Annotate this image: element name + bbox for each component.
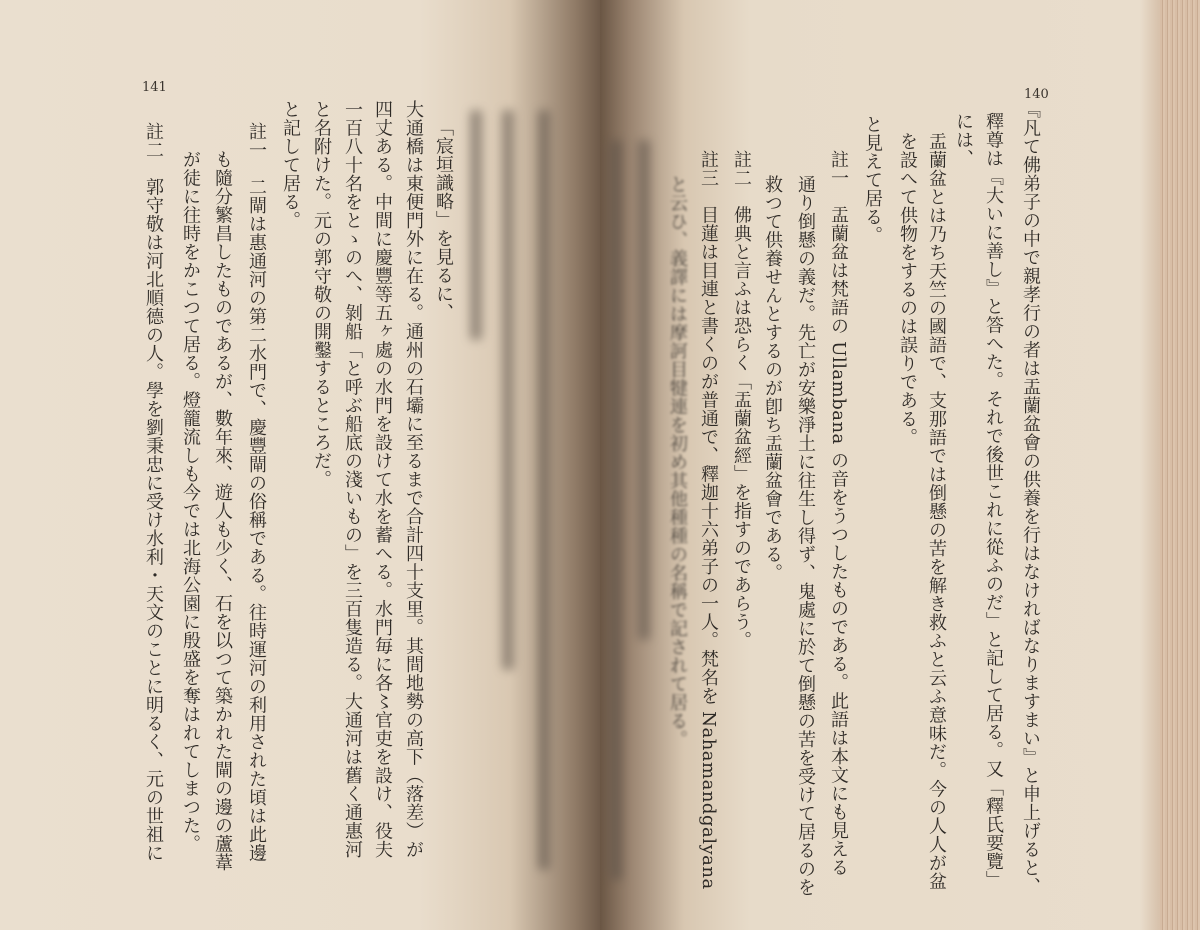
text-column: 一百八十名をとゝのへ、剝船「と呼ぶ船底の淺いもの」を三百隻造る。大通河は舊く通惠河 <box>342 100 363 859</box>
footnote-column: 註一 盂蘭盆は梵語の Ullambana の音をうつしたものである。此語は本文にも見える <box>828 150 849 877</box>
footnote-column: 註一 二閘は惠通河の第二水門で、慶豐閘の俗稱である。往時運河の利用された頃は此邊 <box>246 122 267 862</box>
footnote-column: 通り倒懸の義だ。先亡が安樂淨土に往生し得ず、鬼處に於て倒懸の苦を受けて居るのを <box>795 175 816 897</box>
text-column: 『凡て佛弟子の中で親孝行の者は盂蘭盆會の供養を行はなければなりますまい』と申上げると、 <box>1020 100 1041 896</box>
page-stack-edge <box>1160 0 1200 930</box>
text-column: と見えて居る。 <box>862 115 883 245</box>
text-column: 盂蘭盆とは乃ち天竺の國語で、支那語では倒懸の苦を解き救ふと云ふ意味だ。今の人人が盆 <box>926 132 947 891</box>
blurred-text-column <box>538 110 550 870</box>
footnote-column: も隨分繁昌したものであるが、數年來、遊人も少く、石を以つて築かれた閘の邊の蘆葦 <box>212 150 233 872</box>
page-number: 141 <box>142 80 167 95</box>
text-column: 四丈ある。中間に慶豐等五ヶ處の水門を設けて水を蓄へる。水門毎に各〻官吏を設け、役夫 <box>372 100 393 859</box>
blurred-text-column <box>610 140 622 880</box>
text-column: には、 <box>953 112 974 168</box>
footnote-column: と云ひ、義譯には摩訶目犍連を初め其他種種の名稱で記されて居る。 <box>667 175 688 749</box>
footnote-column: 註二 佛典と言ふは恐らく「盂蘭盆經」を指すのであらう。 <box>731 150 752 650</box>
footnote-column: が徒に往時をかこつて居る。燈籠流しも今では北海公園に殷盛を奪はれてしまつた。 <box>180 150 201 853</box>
blurred-text-column <box>638 140 650 640</box>
page-number: 140 <box>1024 87 1049 102</box>
blurred-text-column <box>502 110 514 670</box>
footnote-column: 註三 目蓮は目連と書くのが普通で、釋迦十六弟子の一人。梵名を Nahamandgalyana <box>698 150 719 890</box>
text-column: 釋尊は『大いに善し』と答へた。それで後世これに從ふのだ」と記して居る。又「釋氏要覽」 <box>983 112 1004 889</box>
footnote-column: 註二 郭守敬は河北順德の人。學を劉秉忠に受け水利・天文のことに明るく、元の世祖に <box>143 122 164 862</box>
right-page <box>600 0 1200 930</box>
text-column: 大通橋は東便門外に在る。通州の石壩に至るまで合計四十支里。其間地勢の高下（落差）が <box>403 100 424 859</box>
text-column: と名附けた。元の郭守敬の開鑿するところだ。 <box>311 100 332 489</box>
blurred-text-column <box>470 110 482 340</box>
text-column: と記して居る。 <box>280 100 301 230</box>
text-column: を設へて供物をするのは誤りである。 <box>897 132 918 447</box>
footnote-column: 救つて供養せんとするのが卽ち盂蘭盆會である。 <box>762 175 783 582</box>
text-column: 「宸垣識略」を見るに、 <box>433 118 454 322</box>
